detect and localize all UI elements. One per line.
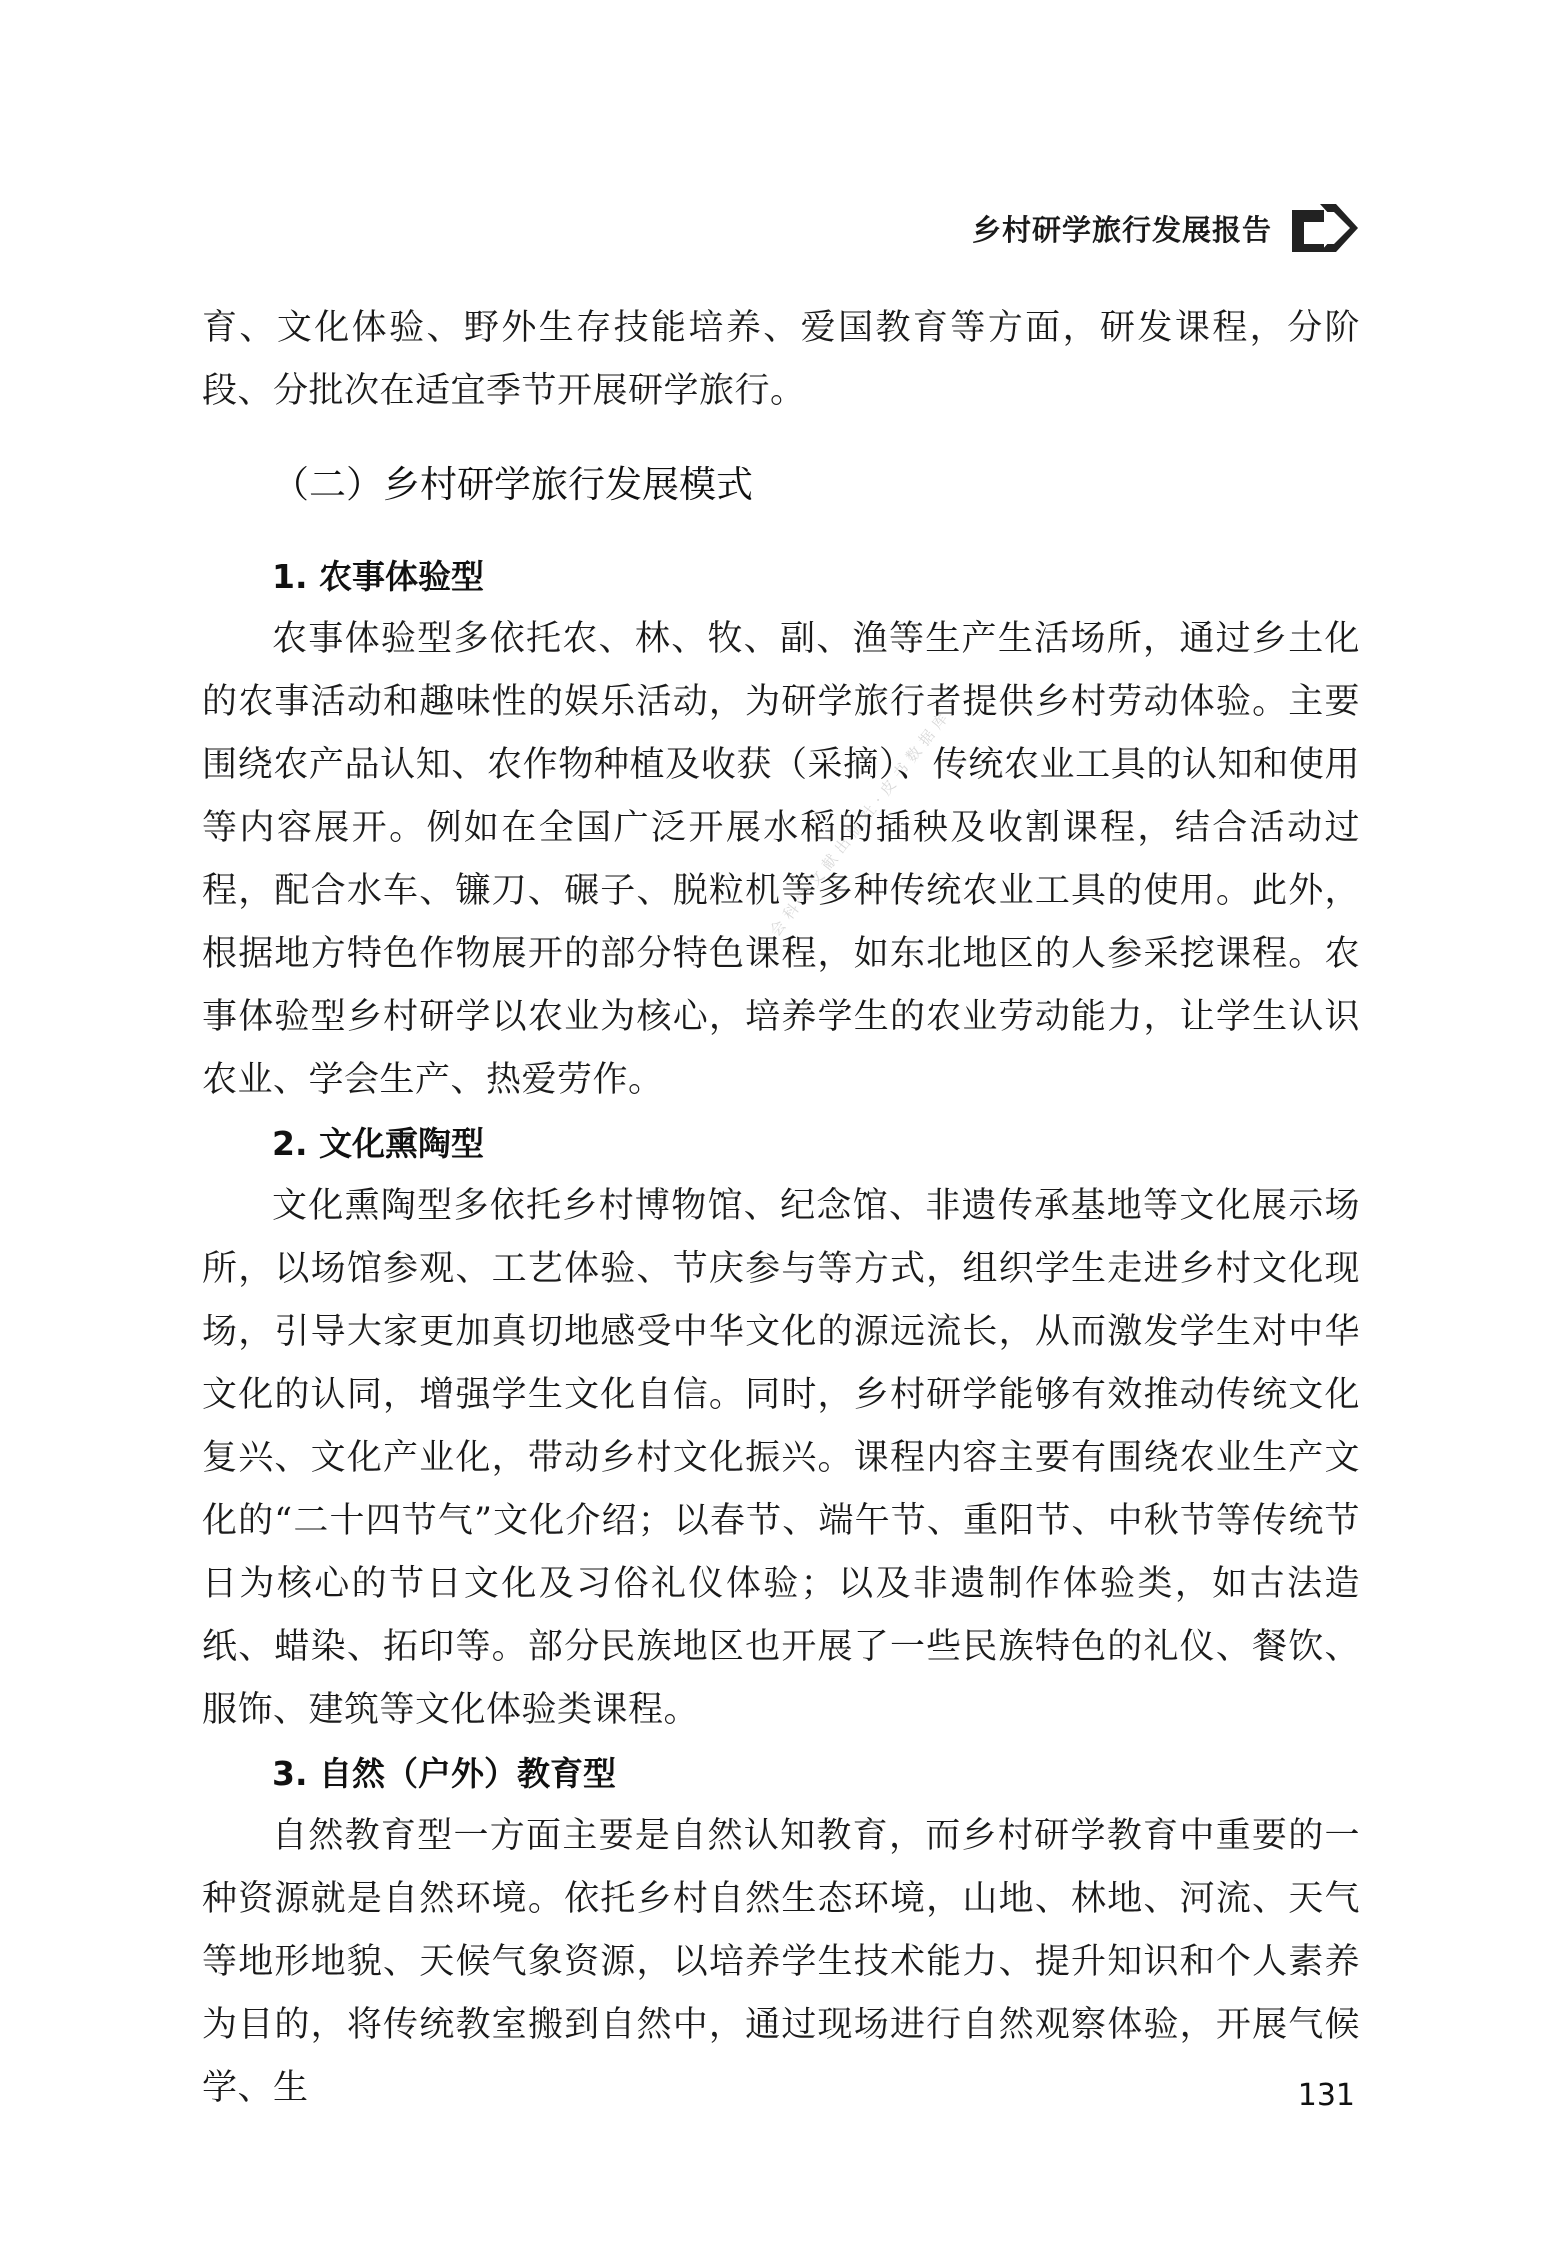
- section-heading: （二）乡村研学旅行发展模式: [272, 463, 753, 506]
- paragraph-culture: 文化熏陶型多依托乡村博物馆、纪念馆、非遗传承基地等文化展示场所，以场馆参观、工艺体验、节庆参与等方式，组织学生走进乡村文化现场，引导大家更加真切地感受中华文化的源远流长，从而激发学生对中华文化的认同，增强学生文化自信。同时，乡村研学能够有效推动传统文化复兴、文化产业化，带动乡村文化振兴。课程内容主要有围绕农业生产文化的“二十四节气”文化介绍；以春节、端午节、重阳节、中秋节等传统节日为核心的节日文化及习俗礼仪体验；以及非遗制作体验类，如古法造纸、蜡染、拓印等。部分民族地区也开展了一些民族特色的礼仪、餐饮、服饰、建筑等文化体验类课程。: [202, 1186, 1360, 1730]
- sub-heading-culture: 2. 文化熏陶型: [272, 1124, 484, 1163]
- running-title: 乡村研学旅行发展报告: [971, 212, 1272, 247]
- intro-paragraph: 育、文化体验、野外生存技能培养、爱国教育等方面，研发课程，分阶段、分批次在适宜季节开展研学旅行。: [202, 308, 1360, 411]
- running-header: [972, 200, 1360, 256]
- page-body: [202, 297, 1360, 2120]
- watermark: 社会科学文献出版社·皮书数据库: [753, 705, 956, 957]
- report-arrow-logo-icon: [1290, 200, 1360, 256]
- sub-heading-nature: 3. 自然（户外）教育型: [272, 1754, 616, 1793]
- sub-heading-farming: 1. 农事体验型: [272, 557, 484, 596]
- paragraph-farming: 农事体验型多依托农、林、牧、副、渔等生产生活场所，通过乡土化的农事活动和趣味性的娱乐活动，为研学旅行者提供乡村劳动体验。主要围绕农产品认知、农作物种植及收获（采摘）、传统农业工具的认知和使用等内容展开。例如在全国广泛开展水稻的插秧及收割课程，结合活动过程，配合水车、镰刀、碾子、脱粒机等多种传统农业工具的使用。此外，根据地方特色作物展开的部分特色课程，如东北地区的人参采挖课程。农事体验型乡村研学以农业为核心，培养学生的农业劳动能力，让学生认识农业、学会生产、热爱劳作。: [202, 619, 1360, 1100]
- page-number: 131: [1297, 2078, 1355, 2113]
- paragraph-nature: 自然教育型一方面主要是自然认知教育，而乡村研学教育中重要的一种资源就是自然环境。依托乡村自然生态环境，山地、林地、河流、天气等地形地貌、天候气象资源，以培养学生技术能力、提升知识和个人素养为目的，将传统教室搬到自然中，通过现场进行自然观察体验，开展气候学、生: [202, 1816, 1360, 2108]
